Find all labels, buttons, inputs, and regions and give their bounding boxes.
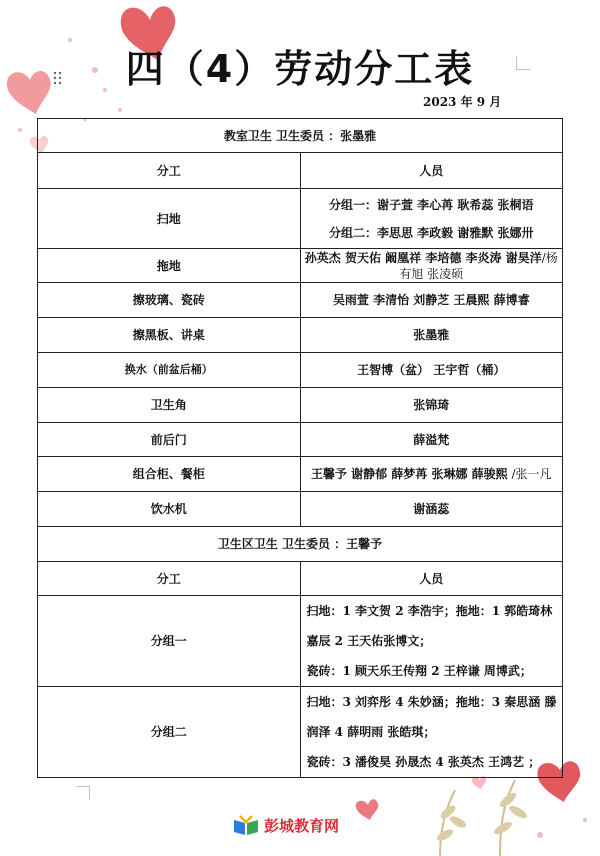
- page-title: 四（4）劳动分工表: [125, 47, 475, 91]
- staff-cell: [300, 457, 563, 492]
- table-row: [38, 189, 563, 249]
- staff-extra-text: /张一凡: [507, 467, 552, 481]
- staff-line: 扫地：1 李文贺 2 李浩宇；拖地：1 郭皓琦林嘉辰 2 王天佑张博文；: [306, 604, 553, 648]
- crop-mark-bottom-left: [76, 786, 90, 800]
- table-row: [38, 596, 563, 687]
- classroom-section-title: 教室卫生 卫生委员 ：张墨雅: [38, 119, 563, 153]
- column-header-row: [38, 562, 563, 596]
- heart-icon: [472, 776, 486, 789]
- task-cell: 擦黑板、讲桌: [38, 318, 301, 353]
- footer-logo: [232, 812, 339, 838]
- date-label: 2023 年 9 月: [423, 95, 502, 109]
- column-header-row: [38, 153, 563, 189]
- staff-text: 王馨予 谢静郁 薛梦苒 张琳娜 薛骏熙: [310, 467, 508, 481]
- staff-cell: 王智博（盆） 王宇哲（桶）: [300, 353, 563, 388]
- staff-line: 瓷砖：3 潘俊昊 孙晟杰 4 张英杰 王鸿艺 ；: [306, 755, 541, 769]
- task-cell: 饮水机: [38, 492, 301, 527]
- staff-cell: [300, 596, 563, 687]
- zone-section-title: 卫生区卫生 卫生委员 ：王馨予: [38, 527, 563, 562]
- section-header-row: [38, 119, 563, 153]
- column-header-division: 分工: [38, 562, 301, 596]
- task-cell: 分组一: [38, 596, 301, 687]
- task-cell: 换水（前盆后桶）: [38, 353, 301, 388]
- staff-cell: [300, 189, 563, 249]
- heart-icon: [356, 799, 379, 820]
- staff-line: 扫地：3 刘弈彤 4 朱妙涵；拖地：3 秦思涵 滕润泽 4 薛明雨 张皓琪；: [306, 695, 557, 739]
- staff-cell: [300, 687, 563, 778]
- table-row: [38, 249, 563, 283]
- table-row: [38, 318, 563, 353]
- table-row: [38, 457, 563, 492]
- staff-cell: 吴雨萱 李清怡 刘静芝 王晨熙 薛博睿: [300, 283, 563, 318]
- table-row: [38, 388, 563, 423]
- table-row: [38, 283, 563, 318]
- task-cell: 扫地: [38, 189, 301, 249]
- task-cell: 前后门: [38, 423, 301, 457]
- task-cell: 拖地: [38, 249, 301, 283]
- task-cell: 分组二: [38, 687, 301, 778]
- table-row: [38, 423, 563, 457]
- footer-brand-text: 彭城教育网: [264, 816, 340, 835]
- staff-cell: [300, 249, 563, 283]
- staff-text: 孙英杰 贺天佑 阚凰祥 李培德 李炎涛 谢昊洋: [304, 250, 542, 265]
- task-cell: 组合柜、餐柜: [38, 457, 301, 492]
- table-row: [38, 492, 563, 527]
- staff-cell: 张锦琦: [300, 388, 563, 423]
- column-header-staff: 人员: [300, 153, 563, 189]
- task-cell: 卫生角: [38, 388, 301, 423]
- table-row: [38, 687, 563, 778]
- staff-extra-text: /杨有旭 张凌硕: [399, 250, 558, 281]
- task-cell: 擦玻璃、瓷砖: [38, 283, 301, 318]
- staff-cell: 谢涵蕊: [300, 492, 563, 527]
- column-header-staff: 人员: [300, 562, 563, 596]
- staff-line: 瓷砖：1 顾天乐王传翔 2 王梓谦 周博武；: [306, 664, 532, 678]
- staff-line: 分组一：谢子萱 李心苒 耿希蕊 张桐语: [328, 197, 534, 212]
- book-logo-icon: [232, 814, 260, 836]
- column-header-division: 分工: [38, 153, 301, 189]
- staff-cell: 张墨雅: [300, 318, 563, 353]
- staff-cell: 薛溢梵: [300, 423, 563, 457]
- table-row: [38, 353, 563, 388]
- labor-division-table: [37, 118, 563, 778]
- section-header-row: [38, 527, 563, 562]
- staff-line: 分组二：李思思 李政毅 谢雅默 张娜卅: [328, 225, 534, 240]
